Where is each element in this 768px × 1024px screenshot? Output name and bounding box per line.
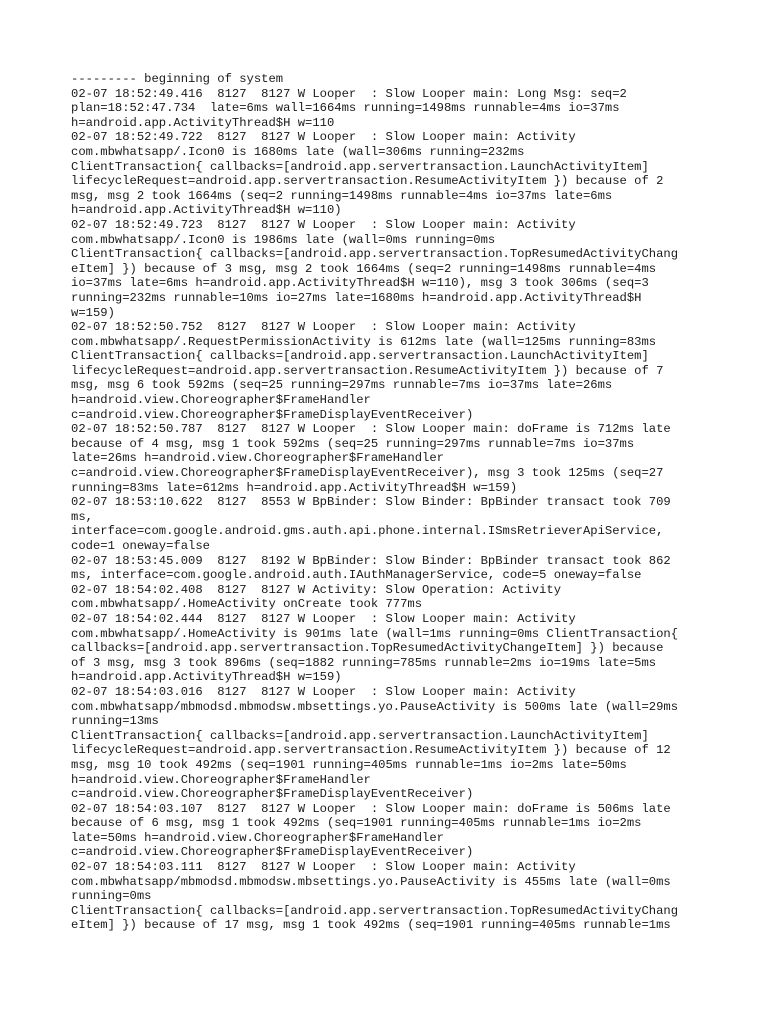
log-line: 02-07 18:52:49.416 8127 8127 W Looper : Slow Looper main: Long Msg: seq=2: [71, 86, 627, 101]
log-line: 02-07 18:54:02.408 8127 8127 W Activity: Slow Operation: Activity: [71, 582, 562, 597]
log-line: 02-07 18:54:03.107 8127 8127 W Looper : Slow Looper main: doFrame is 506ms late: [71, 801, 671, 816]
log-line: c=android.view.Choreographer$FrameDisplayEventReceiver): [71, 787, 474, 802]
log-line: h=android.app.ActivityThread$H w=110: [71, 115, 335, 130]
log-line: ms,: [71, 509, 93, 524]
log-line: c=android.view.Choreographer$FrameDisplayEventReceiver): [71, 407, 474, 422]
log-line: com.mbwhatsapp/mbmodsd.mbmodsw.mbsettings.yo.PauseActivity is 500ms late (wall=29ms: [71, 699, 679, 714]
log-line: w=159): [71, 305, 115, 320]
log-line: 02-07 18:53:10.622 8127 8553 W BpBinder: Slow Binder: BpBinder transact took 709: [71, 495, 671, 510]
log-line: 02-07 18:52:49.723 8127 8127 W Looper : Slow Looper main: Activity: [71, 217, 576, 232]
log-line: because of 4 msg, msg 1 took 592ms (seq=25 running=297ms runnable=7ms io=37ms: [71, 436, 635, 451]
log-line: callbacks=[android.app.servertransaction.TopResumedActivityChangeItem] }) because: [71, 641, 664, 656]
log-line: lifecycleRequest=android.app.servertransaction.ResumeActivityItem }) because of 7: [71, 363, 664, 378]
log-line: h=android.view.Choreographer$FrameHandler: [71, 393, 371, 408]
log-line: com.mbwhatsapp/.Icon0 is 1680ms late (wall=306ms running=232ms: [71, 144, 525, 159]
log-line: 02-07 18:52:50.787 8127 8127 W Looper : Slow Looper main: doFrame is 712ms late: [71, 422, 671, 437]
log-line: ClientTransaction{ callbacks=[android.app.servertransaction.LaunchActivityItem]: [71, 728, 649, 743]
log-line: lifecycleRequest=android.app.servertransaction.ResumeActivityItem }) because of 12: [71, 743, 671, 758]
log-line: plan=18:52:47.734 late=6ms wall=1664ms running=1498ms runnable=4ms io=37ms: [71, 101, 620, 116]
log-line: com.mbwhatsapp/.RequestPermissionActivity is 612ms late (wall=125ms running=83ms: [71, 334, 657, 349]
log-line: 02-07 18:54:03.111 8127 8127 W Looper : Slow Looper main: Activity: [71, 860, 576, 875]
log-line: h=android.view.Choreographer$FrameHandler: [71, 772, 371, 787]
log-line: ClientTransaction{ callbacks=[android.app.servertransaction.TopResumedActivityChang: [71, 247, 679, 262]
log-line: msg, msg 2 took 1664ms (seq=2 running=1498ms runnable=4ms io=37ms late=6ms: [71, 188, 613, 203]
log-line: of 3 msg, msg 3 took 896ms (seq=1882 running=785ms runnable=2ms io=19ms late=5ms: [71, 655, 657, 670]
log-line: running=232ms runnable=10ms io=27ms late=1680ms h=android.app.ActivityThread$H: [71, 290, 642, 305]
log-line: code=1 oneway=false: [71, 539, 210, 553]
log-line: msg, msg 6 took 592ms (seq=25 running=297ms runnable=7ms io=37ms late=26ms: [71, 378, 613, 393]
system-log-text: [71, 72, 711, 933]
log-line: com.mbwhatsapp/.HomeActivity is 901ms late (wall=1ms running=0ms ClientTransaction{: [71, 626, 679, 641]
log-line: 02-07 18:52:49.722 8127 8127 W Looper : Slow Looper main: Activity: [71, 130, 576, 145]
log-line: h=android.app.ActivityThread$H w=159): [71, 670, 342, 685]
log-line: eItem] }) because of 3 msg, msg 2 took 1664ms (seq=2 running=1498ms runnable=4ms: [71, 261, 657, 276]
log-line: because of 6 msg, msg 1 took 492ms (seq=1901 running=405ms runnable=1ms io=2ms: [71, 816, 642, 831]
log-line: 02-07 18:54:03.016 8127 8127 W Looper : Slow Looper main: Activity: [71, 684, 576, 699]
log-line: msg, msg 10 took 492ms (seq=1901 running=405ms runnable=1ms io=2ms late=50ms: [71, 757, 627, 772]
log-line: interface=com.google.android.gms.auth.api.phone.internal.ISmsRetrieverApiService,: [71, 524, 664, 539]
log-line: late=26ms h=android.view.Choreographer$FrameHandler: [71, 451, 444, 466]
log-line: com.mbwhatsapp/mbmodsd.mbmodsw.mbsettings.yo.PauseActivity is 455ms late (wall=0ms: [71, 874, 671, 889]
log-line: lifecycleRequest=android.app.servertransaction.ResumeActivityItem }) because of 2: [71, 174, 664, 189]
log-line: late=50ms h=android.view.Choreographer$FrameHandler: [71, 830, 444, 845]
log-line: 02-07 18:52:50.752 8127 8127 W Looper : Slow Looper main: Activity: [71, 320, 576, 335]
log-line: c=android.view.Choreographer$FrameDisplayEventReceiver), msg 3 took 125ms (seq=27: [71, 466, 664, 481]
log-line: eItem] }) because of 17 msg, msg 1 took 492ms (seq=1901 running=405ms runnable=1ms: [71, 918, 671, 933]
log-line: h=android.app.ActivityThread$H w=110): [71, 203, 342, 218]
log-line: ClientTransaction{ callbacks=[android.app.servertransaction.TopResumedActivityChang: [71, 903, 679, 918]
log-line: 02-07 18:54:02.444 8127 8127 W Looper : Slow Looper main: Activity: [71, 611, 576, 626]
log-line: running=13ms: [71, 714, 159, 729]
log-line: io=37ms late=6ms h=android.app.ActivityThread$H w=110), msg 3 took 306ms (seq=3: [71, 276, 649, 291]
log-line: ClientTransaction{ callbacks=[android.app.servertransaction.LaunchActivityItem]: [71, 159, 649, 174]
log-line: --------- beginning of system: [71, 72, 284, 86]
log-line: 02-07 18:53:45.009 8127 8192 W BpBinder: Slow Binder: BpBinder transact took 862: [71, 553, 671, 568]
log-line: ms, interface=com.google.android.auth.IAuthManagerService, code=5 oneway=false: [71, 568, 642, 583]
log-line: com.mbwhatsapp/.Icon0 is 1986ms late (wall=0ms running=0ms: [71, 232, 496, 247]
log-line: running=0ms: [71, 889, 152, 904]
log-line: com.mbwhatsapp/.HomeActivity onCreate took 777ms: [71, 597, 423, 612]
log-line: ClientTransaction{ callbacks=[android.app.servertransaction.LaunchActivityItem]: [71, 349, 649, 364]
log-line: running=83ms late=612ms h=android.app.ActivityThread$H w=159): [71, 480, 518, 495]
log-line: c=android.view.Choreographer$FrameDisplayEventReceiver): [71, 845, 474, 860]
